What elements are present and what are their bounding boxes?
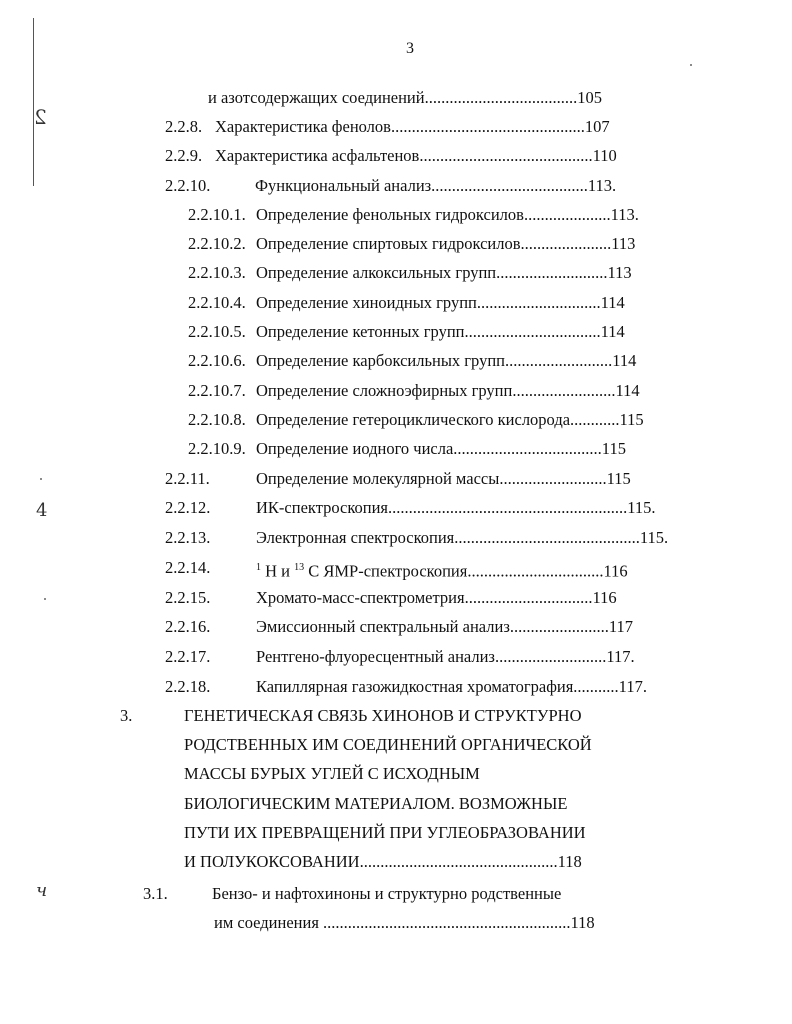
toc-entry: Определение хиноидных групп..............................114 <box>256 293 625 312</box>
nmr-h-label: H и <box>261 561 295 581</box>
toc-entry-number: 2.2.10.6. <box>188 351 246 370</box>
scan-margin-line <box>33 18 34 186</box>
toc-entry: Функциональный анализ......................................113. <box>255 176 617 195</box>
toc-entry-number: 2.2.8. <box>165 117 203 136</box>
toc-entry: Характеристика фенолов...............................................107 <box>215 117 610 136</box>
section-3-title-line: БИОЛОГИЧЕСКИМ МАТЕРИАЛОМ. ВОЗМОЖНЫЕ <box>184 794 568 813</box>
toc-entry-number: 2.2.15. <box>165 588 211 607</box>
toc-entry-number: 2.2.10.9. <box>188 439 246 458</box>
toc-entry-number: 2.2.10.8. <box>188 410 246 429</box>
nmr-text: C ЯМР-спектроскопия.................................116 <box>304 561 628 581</box>
margin-mark-1: 2 <box>34 105 47 129</box>
toc-entry-nmr <box>256 558 628 582</box>
section-3-title-line: РОДСТВЕННЫХ ИМ СОЕДИНЕНИЙ ОРГАНИЧЕСКОЙ <box>184 735 592 754</box>
toc-entry-number: 2.2.10.2. <box>188 234 246 253</box>
toc-entry-number: 2.2.10. <box>165 176 211 195</box>
toc-entry: Электронная спектроскопия.............................................115. <box>256 528 669 547</box>
section-3-1-title-line: им соединения ............................................................118 <box>214 913 595 932</box>
toc-entry-number: 2.2.12. <box>165 498 211 517</box>
toc-entry: Определение спиртовых гидроксилов......................113 <box>256 234 636 253</box>
toc-entry: Определение фенольных гидроксилов.....................113. <box>256 205 639 224</box>
section-3-title-line: МАССЫ БУРЫХ УГЛЕЙ С ИСХОДНЫМ <box>184 764 480 783</box>
toc-entry-number: 2.2.13. <box>165 528 211 547</box>
section-3-title-line: И ПОЛУКОКСОВАНИИ................................................118 <box>184 852 582 871</box>
toc-entry: Эмиссионный спектральный анализ........................117 <box>256 617 633 636</box>
toc-entry: Определение иодного числа....................................115 <box>256 439 626 458</box>
toc-entry-number: 2.2.11. <box>165 469 210 488</box>
section-3-1-number: 3.1. <box>143 884 168 903</box>
toc-entry-number: 2.2.10.7. <box>188 381 246 400</box>
toc-entry: Определение карбоксильных групп..........................114 <box>256 351 637 370</box>
section-3-number: 3. <box>120 706 133 725</box>
section-3-title-line: ПУТИ ИХ ПРЕВРАЩЕНИЙ ПРИ УГЛЕОБРАЗОВАНИИ <box>184 823 586 842</box>
toc-entry-number: 2.2.10.5. <box>188 322 246 341</box>
toc-entry: Капиллярная газожидкостная хроматография...........117. <box>256 677 647 696</box>
toc-entry: ИК-спектроскопия..........................................................115. <box>256 498 656 517</box>
toc-entry: Определение гетероциклического кислорода............115 <box>256 410 644 429</box>
toc-entry-number: 2.2.17. <box>165 647 211 666</box>
toc-entry: Определение молекулярной массы..........................115 <box>256 469 631 488</box>
toc-entry-number: 2.2.14. <box>165 558 211 577</box>
toc-entry-number: 2.2.10.4. <box>188 293 246 312</box>
toc-entry-number: 2.2.18. <box>165 677 211 696</box>
toc-entry: Рентгено-флуоресцентный анализ...........................117. <box>256 647 635 666</box>
section-3-title-line: ГЕНЕТИЧЕСКАЯ СВЯЗЬ ХИНОНОВ И СТРУКТУРНО <box>184 706 582 725</box>
margin-mark-2: 4 <box>36 500 48 521</box>
scan-speck <box>44 598 46 600</box>
superscript-1: 1 <box>256 562 261 573</box>
toc-entry-number: 2.2.10.1. <box>188 205 246 224</box>
toc-entry: и азотсодержащих соединений.....................................105 <box>208 88 602 107</box>
toc-entry: Характеристика асфальтенов..........................................110 <box>215 146 617 165</box>
superscript-13: 13 <box>294 562 305 573</box>
toc-entry: Определение алкоксильных групп...........................113 <box>256 263 632 282</box>
margin-mark-3: ч <box>36 880 48 901</box>
scan-speck <box>690 64 692 66</box>
toc-entry: Определение сложноэфирных групп.........................114 <box>256 381 640 400</box>
toc-entry-number: 2.2.16. <box>165 617 211 636</box>
page-number: 3 <box>406 40 414 57</box>
toc-entry: Хромато-масс-спектрометрия...............................116 <box>256 588 617 607</box>
scan-speck <box>40 478 42 480</box>
section-3-1-title-line: Бензо- и нафтохиноны и структурно родственные <box>212 884 562 903</box>
toc-entry-number: 2.2.10.3. <box>188 263 246 282</box>
toc-entry: Определение кетонных групп.................................114 <box>256 322 625 341</box>
toc-entry-number: 2.2.9. <box>165 146 203 165</box>
